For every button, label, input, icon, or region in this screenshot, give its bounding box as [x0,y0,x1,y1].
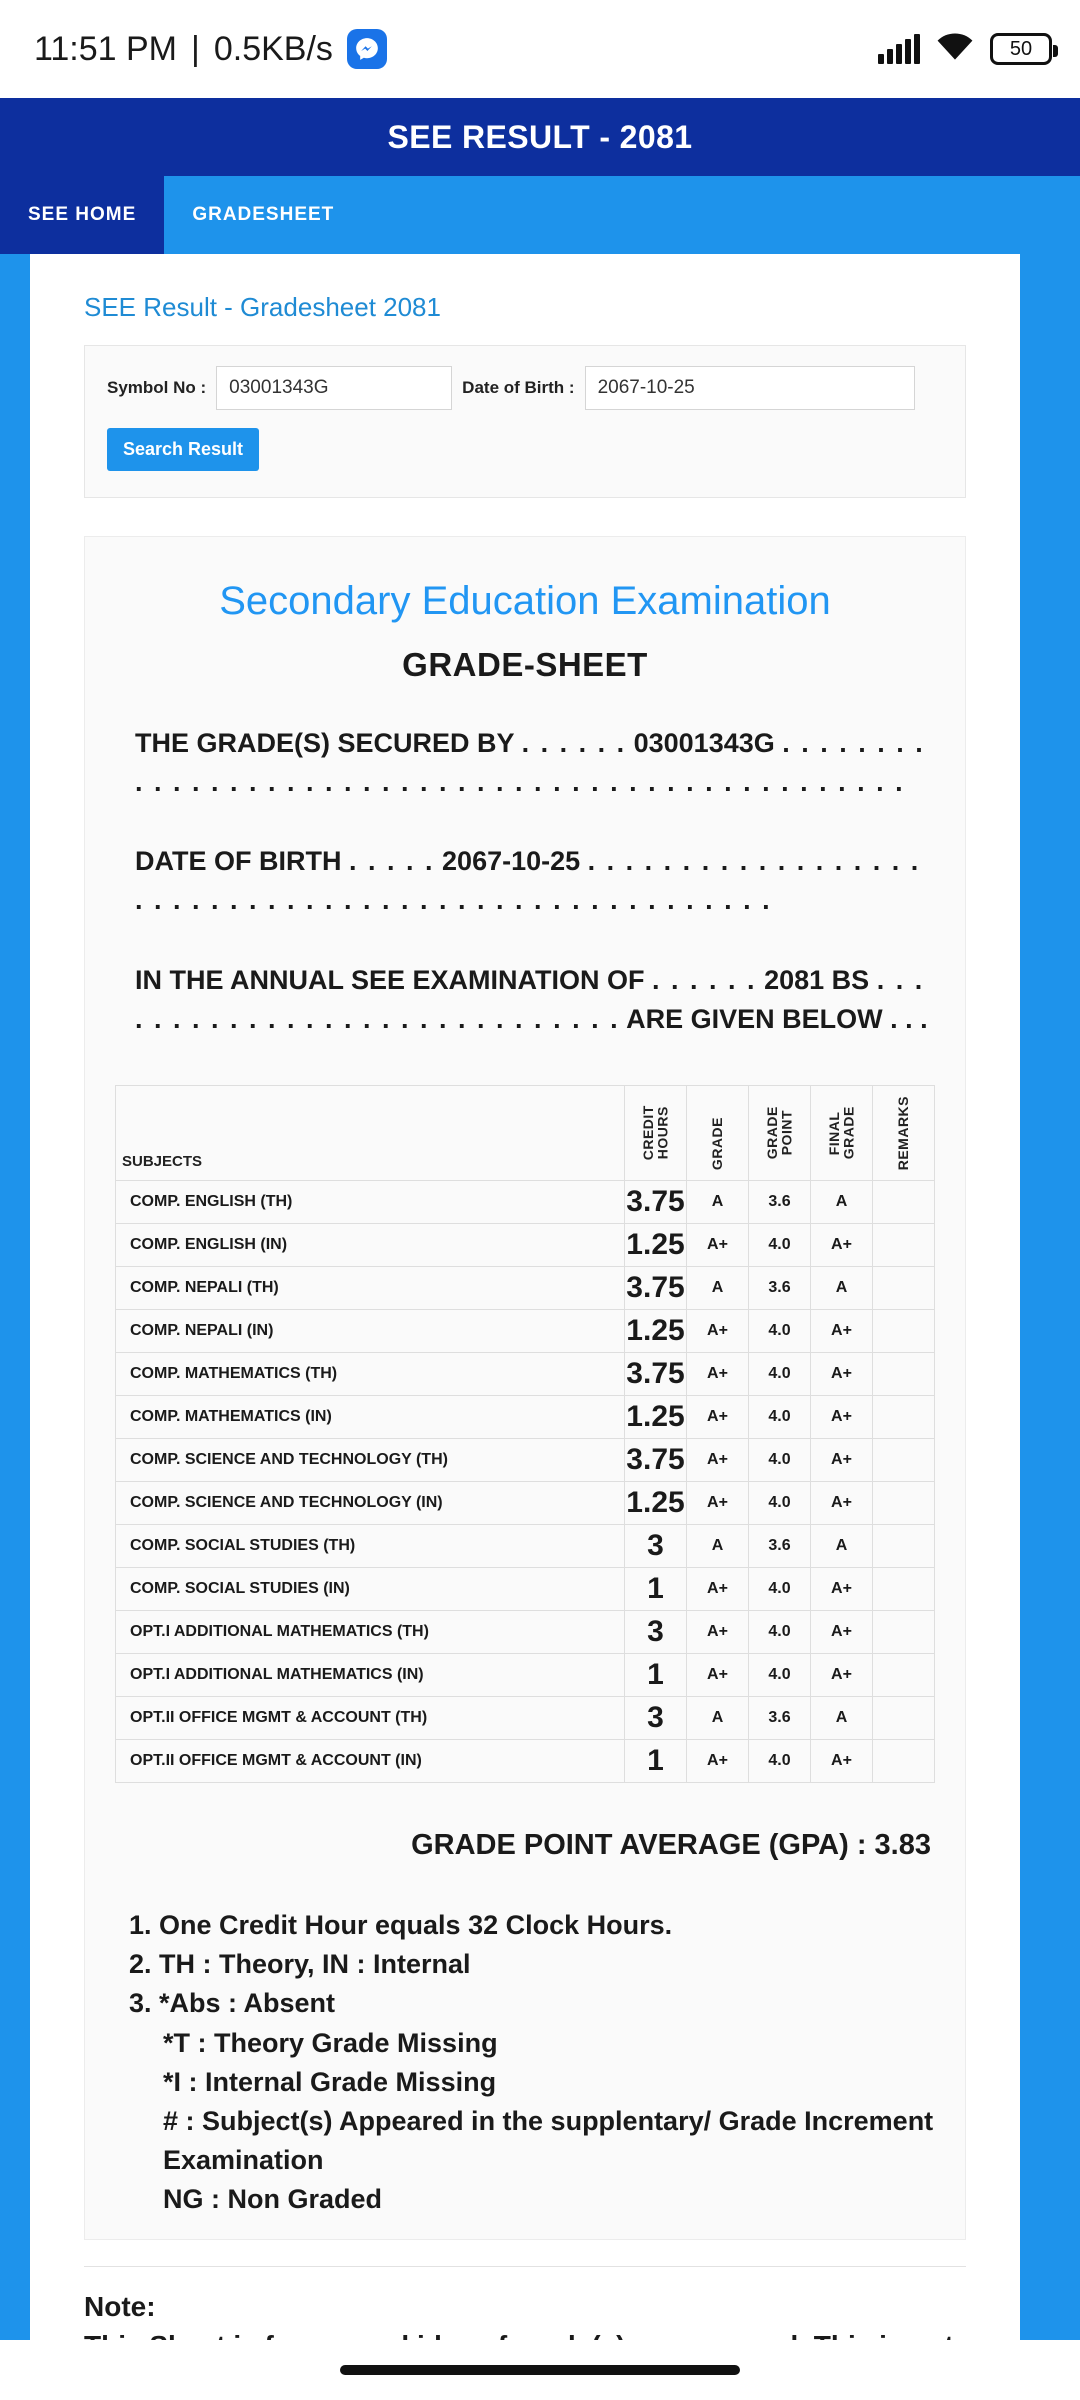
table-row [116,1310,935,1353]
status-bar-right [878,32,1052,67]
cell-grade: A+ [687,1224,749,1267]
statement-3-suffix: ARE GIVEN BELOW . . . [626,1003,928,1034]
cell-final-grade: A [811,1267,873,1310]
th-grade-label: GRADE [709,1117,726,1171]
statement-2-dots-a: . . . . . [349,846,435,877]
cell-remarks [873,1353,935,1396]
cell-subject: COMP. SCIENCE AND TECHNOLOGY (IN) [116,1482,625,1525]
nav-home-pill[interactable] [340,2365,740,2375]
cell-remarks [873,1482,935,1525]
statement-1-symbol: 03001343G [633,728,775,758]
cell-grade: A+ [687,1353,749,1396]
cell-credit-hours: 3.75 [625,1181,687,1224]
table-row [116,1611,935,1654]
cell-grade: A+ [687,1310,749,1353]
cell-credit-hours: 3.75 [625,1353,687,1396]
cell-final-grade: A+ [811,1439,873,1482]
cell-grade-point: 4.0 [749,1568,811,1611]
th-subjects: SUBJECTS [116,1085,625,1180]
cell-remarks [873,1439,935,1482]
statement-3-prefix: IN THE ANNUAL SEE EXAMINATION OF [135,964,645,995]
cell-credit-hours: 1 [625,1740,687,1783]
cell-grade: A+ [687,1568,749,1611]
cell-credit-hours: 1.25 [625,1482,687,1525]
cell-grade: A [687,1525,749,1568]
th-grade-point-label: GRADE POINT [763,1106,795,1160]
cell-credit-hours: 3.75 [625,1267,687,1310]
note-5: *I : Internal Grade Missing [163,2066,497,2097]
note-1: 1. One Credit Hour equals 32 Clock Hours. [129,1910,673,1941]
cell-credit-hours: 3 [625,1697,687,1740]
app-title-bar [0,98,1080,176]
tab-bar [0,176,1032,254]
statement-3-year: 2081 BS [764,964,870,995]
battery-icon [990,33,1052,65]
system-nav-bar [0,2340,1080,2400]
statement-line-3 [115,961,935,1039]
note-3: 3. *Abs : Absent [129,1988,336,2019]
cell-grade-point: 4.0 [749,1310,811,1353]
cell-credit-hours: 1.25 [625,1310,687,1353]
signal-bars-icon [878,34,920,64]
statement-3-dots-b: . . . . . . . . . . . . . . . . . . . . . . . . . . . . . [135,964,925,1034]
cell-credit-hours: 1 [625,1568,687,1611]
table-row [116,1181,935,1224]
cell-remarks [873,1611,935,1654]
cell-final-grade: A+ [811,1611,873,1654]
table-row [116,1525,935,1568]
cell-subject: COMP. NEPALI (TH) [116,1267,625,1310]
cell-final-grade: A+ [811,1310,873,1353]
wifi-icon [936,32,974,67]
th-remarks-label: REMARKS [895,1095,912,1171]
cell-subject: OPT.II OFFICE MGMT & ACCOUNT (IN) [116,1740,625,1783]
table-row [116,1697,935,1740]
table-row [116,1654,935,1697]
cell-remarks [873,1568,935,1611]
th-credit-hours-label: CREDIT HOURS [639,1105,671,1161]
th-credit-hours [625,1085,687,1180]
note-6: # : Subject(s) Appeared in the supplentary/ Grade Increment Examination [163,2105,934,2175]
th-final-grade-label: FINAL GRADE [825,1106,857,1160]
cell-remarks [873,1740,935,1783]
search-panel [84,345,966,498]
tab-bar-filler [1032,176,1080,254]
th-remarks [873,1085,935,1180]
symbol-no-label: Symbol No : [107,378,207,397]
cell-grade: A+ [687,1439,749,1482]
cell-final-grade: A+ [811,1396,873,1439]
cell-grade-point: 4.0 [749,1654,811,1697]
cell-grade-point: 4.0 [749,1396,811,1439]
statement-3-dots-a: . . . . . . [652,964,757,995]
note-4: *T : Theory Grade Missing [163,2027,498,2058]
cell-subject: OPT.I ADDITIONAL MATHEMATICS (TH) [116,1611,625,1654]
cell-remarks [873,1396,935,1439]
cell-grade: A+ [687,1740,749,1783]
cell-subject: COMP. SOCIAL STUDIES (TH) [116,1525,625,1568]
status-bar [0,0,1080,98]
statement-1-prefix: THE GRADE(S) SECURED BY [135,728,515,758]
cell-grade-point: 3.6 [749,1697,811,1740]
gradesheet-card [84,536,966,2240]
cell-final-grade: A+ [811,1568,873,1611]
statement-line-2 [115,842,935,920]
cell-final-grade: A+ [811,1740,873,1783]
cell-grade: A [687,1697,749,1740]
content-sheet [30,254,1020,2398]
cell-credit-hours: 3 [625,1525,687,1568]
cell-subject: OPT.II OFFICE MGMT & ACCOUNT (TH) [116,1697,625,1740]
grades-table-head [116,1085,935,1180]
cell-final-grade: A+ [811,1654,873,1697]
breadcrumb[interactable]: SEE Result - Gradesheet 2081 [84,292,441,322]
gpa-value: 3.83 [874,1829,931,1862]
cell-remarks [873,1310,935,1353]
grades-table-body [116,1181,935,1783]
table-row [116,1482,935,1525]
cell-subject: COMP. SCIENCE AND TECHNOLOGY (TH) [116,1439,625,1482]
exam-heading: Secondary Education Examination [219,579,831,623]
cell-final-grade: A [811,1181,873,1224]
cell-grade-point: 3.6 [749,1525,811,1568]
battery-level: 50 [1009,37,1033,60]
cell-credit-hours: 3 [625,1611,687,1654]
dob-label: Date of Birth : [462,378,575,397]
th-grade [687,1085,749,1180]
note-2: 2. TH : Theory, IN : Internal [129,1949,471,1980]
page-title: SEE RESULT - 2081 [387,118,693,155]
cell-grade: A+ [687,1654,749,1697]
table-row [116,1396,935,1439]
cell-grade-point: 4.0 [749,1353,811,1396]
tab-see-home[interactable] [0,176,164,254]
search-result-button[interactable]: Search Result [107,428,259,471]
cell-remarks [873,1654,935,1697]
cell-grade: A+ [687,1396,749,1439]
th-grade-point [749,1085,811,1180]
th-final-grade [811,1085,873,1180]
cell-grade: A [687,1267,749,1310]
statement-1-dots-a: . . . . . . [521,728,627,758]
cell-credit-hours: 1 [625,1654,687,1697]
table-row [116,1353,935,1396]
grades-table [115,1085,935,1783]
dob-input[interactable] [585,366,915,410]
cell-subject: COMP. NEPALI (IN) [116,1310,625,1353]
cell-grade-point: 4.0 [749,1482,811,1525]
status-time: 11:51 PM [34,29,178,68]
status-net-speed: 0.5KB/s [213,29,333,68]
symbol-no-input[interactable] [216,366,452,410]
messenger-icon [347,29,387,69]
table-row [116,1267,935,1310]
status-separator: | [191,29,200,68]
statement-2-dots-b: . . . . . . . . . . . . . . . . . . . . . . . . . . . . . . . . . . . . . . . . . . . . . . . . . . . . [135,846,921,916]
cell-grade: A [687,1181,749,1224]
cell-final-grade: A+ [811,1224,873,1267]
cell-remarks [873,1224,935,1267]
cell-credit-hours: 1.25 [625,1224,687,1267]
cell-final-grade: A+ [811,1353,873,1396]
table-row [116,1224,935,1267]
statement-line-1 [115,724,935,802]
cell-grade-point: 3.6 [749,1181,811,1224]
tab-see-home-label: SEE HOME [28,204,137,225]
cell-grade-point: 4.0 [749,1740,811,1783]
cell-grade-point: 4.0 [749,1224,811,1267]
cell-grade: A+ [687,1482,749,1525]
tab-gradesheet-label: GRADESHEET [192,204,335,225]
statement-2-dob: 2067-10-25 [442,846,581,877]
cell-remarks [873,1181,935,1224]
cell-subject: COMP. ENGLISH (IN) [116,1224,625,1267]
table-row [116,1568,935,1611]
notes-list [115,1906,935,2219]
gpa-row [115,1829,935,1862]
cell-remarks [873,1267,935,1310]
tab-gradesheet[interactable] [164,176,362,254]
search-row [107,366,943,410]
statement-2-prefix: DATE OF BIRTH [135,846,342,877]
status-bar-left [34,29,387,69]
cell-subject: COMP. ENGLISH (TH) [116,1181,625,1224]
gradesheet-subheading: GRADE-SHEET [402,646,648,683]
cell-subject: COMP. MATHEMATICS (IN) [116,1396,625,1439]
grades-header-row [116,1085,935,1180]
cell-subject: COMP. MATHEMATICS (TH) [116,1353,625,1396]
cell-grade-point: 4.0 [749,1611,811,1654]
table-row [116,1439,935,1482]
note-7: NG : Non Graded [163,2184,383,2215]
cell-final-grade: A [811,1525,873,1568]
cell-credit-hours: 1.25 [625,1396,687,1439]
cell-final-grade: A [811,1697,873,1740]
cell-remarks [873,1697,935,1740]
cell-grade: A+ [687,1611,749,1654]
table-row [116,1740,935,1783]
cell-credit-hours: 3.75 [625,1439,687,1482]
cell-grade-point: 4.0 [749,1439,811,1482]
gpa-label: GRADE POINT AVERAGE (GPA) : [411,1829,867,1862]
cell-remarks [873,1525,935,1568]
cell-subject: COMP. SOCIAL STUDIES (IN) [116,1568,625,1611]
page-body [0,254,1080,2398]
cell-grade-point: 3.6 [749,1267,811,1310]
statement-1-dots-b: . . . . . . . . . . . . . . . . . . . . . . . . . . . . . . . . . . . . . . . . . . . . . . . . . [135,728,925,798]
cell-final-grade: A+ [811,1482,873,1525]
tab-strip-wrap [0,176,1080,254]
cell-subject: OPT.I ADDITIONAL MATHEMATICS (IN) [116,1654,625,1697]
footer-note-title: Note: [84,2291,156,2323]
